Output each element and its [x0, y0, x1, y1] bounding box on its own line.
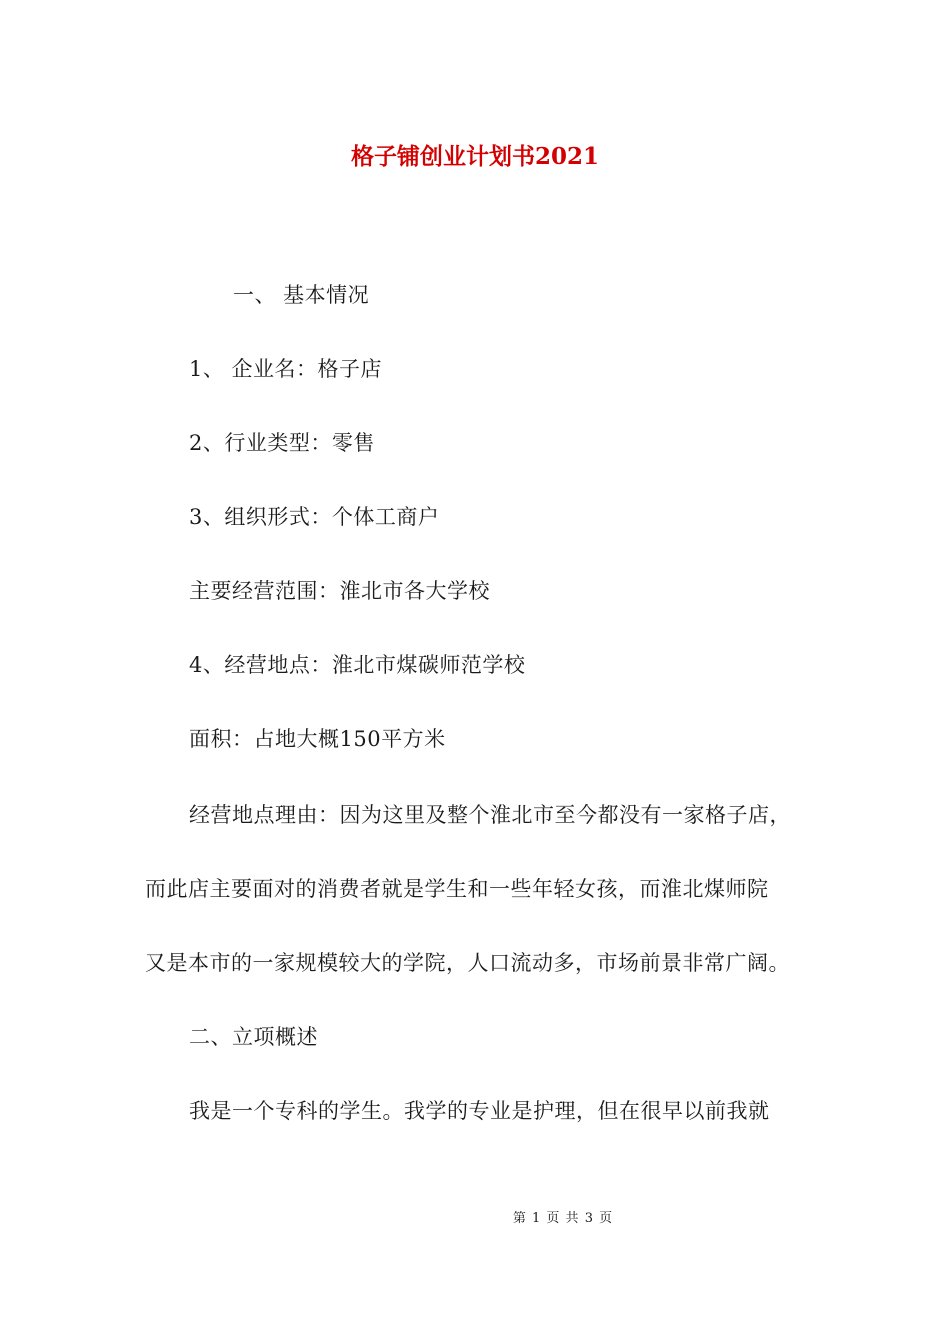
paragraph-line: 2、行业类型：零售 — [189, 431, 375, 455]
paragraph-line: 我是一个专科的学生。我学的专业是护理，但在很早以前我就 — [189, 1099, 770, 1123]
paragraph-line: 经营地点理由：因为这里及整个淮北市至今都没有一家格子店， — [189, 803, 791, 827]
paragraph-line: 面积：占地大概150平方米 — [189, 727, 446, 751]
paragraph-line: 主要经营范围：淮北市各大学校 — [189, 579, 490, 603]
document-title: 格子铺创业计划书2021 — [350, 143, 599, 170]
page-number-footer: 第 1 页 共 3 页 — [512, 1211, 614, 1226]
paragraph-line: 而此店主要面对的消费者就是学生和一些年轻女孩，而淮北煤师院 — [145, 877, 769, 901]
paragraph-line: 又是本市的一家规模较大的学院，人口流动多，市场前景非常广阔。 — [145, 951, 790, 975]
paragraph-line: 3、组织形式：个体工商户 — [189, 505, 440, 529]
paragraph-line: 4、经营地点：淮北市煤碳师范学校 — [189, 653, 526, 677]
section-heading-overview: 二、立项概述 — [189, 1025, 318, 1049]
paragraph-line: 1、 企业名：格子店 — [189, 357, 383, 381]
section-heading-basic-info: 一、 基本情况 — [233, 283, 370, 307]
